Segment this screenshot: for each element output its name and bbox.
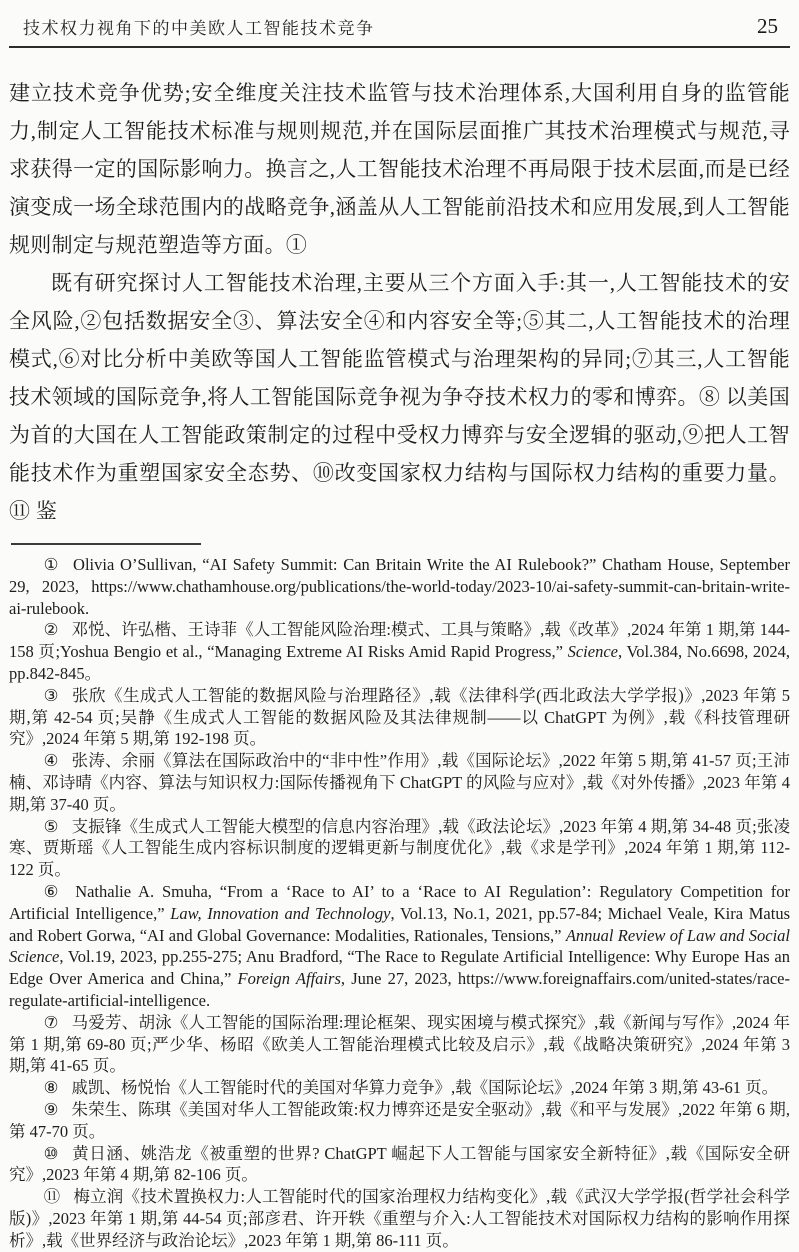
footnote-text: 张欣《生成式人工智能的数据风险与治理路径》,载《法律科学(西北政法大学学报)》,2023 年第 5 期,第 42-54 页;吴静《生成式人工智能的数据风险及其法律规制——以 ChatGPT 为例》,载《科技管理研究》,2024 年第 5 期,第 192-198 页。 [9,685,790,749]
footnote-text: 戚凯、杨悦怡《人工智能时代的美国对华算力竞争》,载《国际论坛》,2024 年第 3 期,第 43-61 页。 [71,1078,779,1098]
footnote-marker: ② [43,620,59,640]
footnote [9,750,790,815]
footnote [9,554,790,619]
footnote-marker: ⑥ [43,881,63,901]
footnote-marker: ⑨ [43,1099,59,1119]
footnote-text: 邓悦、许弘楷、王诗菲《人工智能风险治理:模式、工具与策略》,载《改革》,2024 年第 1 期,第 144-158 页;Yoshua Bengio et al., “Managing Extreme AI Risks Amid Rapid Progress,” [9,620,790,662]
page-number: 25 [757,14,778,38]
footnote [9,881,790,1012]
footnote-marker: ③ [43,685,59,705]
footnote-text: 黄日涵、姚浩龙《被重塑的世界? ChatGPT 崛起下人工智能与国家安全新特征》,载《国际安全研究》,2023 年第 4 期,第 82-106 页。 [9,1143,790,1185]
footnote-text: , June 27, 2023, https://www.foreignaffairs.com/united-states/race-regulate-artificial-intelligence. [9,969,790,1010]
footnote [9,1099,790,1143]
footnote [9,685,790,750]
footnote-marker: ⑩ [43,1143,60,1163]
footnote-text: 马爱芳、胡泳《人工智能的国际治理:理论框架、现实困境与模式探究》,载《新闻与写作》,2024 年第 1 期,第 69-80 页;严少华、杨昭《欧美人工智能治理模式比较及启示》,载《战略决策研究》,2024 年第 3 期,第 41-65 页。 [9,1012,790,1076]
footnote-text: , Vol.384, No.6698, 2024, pp.842-845。 [9,642,790,683]
footnote-journal-title: Law, Innovation and Technology [170,903,391,923]
body-text [9,74,790,530]
footnote-text: Nathalie A. Smuha, “From a ‘Race to AI’ to a ‘Race to AI Regulation’: Regulatory Competition for Artificial Intelligence,” [9,881,790,923]
page-header [9,14,790,39]
footnote [9,816,790,881]
footnote-marker: ⑪ [43,1187,61,1207]
body-paragraph: 既有研究探讨人工智能技术治理,主要从三个方面入手:其一,人工智能技术的安全风险,②包括数据安全③、算法安全④和内容安全等;⑤其二,人工智能技术的治理模式,⑥对比分析中美欧等国人工智能监管模式与治理架构的异同;⑦其三,人工智能技术领域的国际竞争,将人工智能国际竞争视为争夺技术权力的零和博弈。⑧ 以美国为首的大国在人工智能政策制定的过程中受权力博弈与安全逻辑的驱动,⑨把人工智能技术作为重塑国家安全态势、⑩改变国家权力结构与国际权力结构的重要力量。⑪ 鉴 [9,271,790,523]
footnote-journal-title: Foreign Affairs [237,969,341,989]
body-paragraph: 建立技术竞争优势;安全维度关注技术监管与技术治理体系,大国利用自身的监管能力,制定人工智能技术标准与规则规范,并在国际层面推广其技术治理模式与规范,寻求获得一定的国际影响力。换言之,人工智能技术治理不再局限于技术层面,而是已经演变成一场全球范围内的战略竞争,涵盖从人工智能前沿技术和应用发展,到人工智能规则制定与规范塑造等方面。① [9,81,790,257]
footnote-text: , Vol.19, 2023, pp.255-275; Anu Bradford, “The Race to Regulate Artificial Intelligence: Why Europe Has an Edge Over America and China,” [9,947,790,989]
footnote-text: Olivia O’Sullivan, “AI Safety Summit: Can Britain Write the AI Rulebook?” Chatham House, September 29, 2023, https://www.chathamhouse.org/publications/the-world-today/2023-10/ai-safety-summit-can-britain-write-ai-rulebook. [9,555,790,618]
footnote-journal-title: Science [567,642,618,662]
footnote-marker: ⑤ [43,816,59,836]
footnote-text: 支振锋《生成式人工智能大模型的信息内容治理》,载《政法论坛》,2023 年第 4 期,第 34-48 页;张凌寒、贾斯瑶《人工智能生成内容标识制度的逻辑更新与制度优化》,载《求是学刊》,2024 年第 1 期,第 112-122 页。 [9,816,790,880]
footnote [9,1012,790,1077]
footnote [9,619,790,684]
running-title: 技术权力视角下的中美欧人工智能技术竞争 [23,19,375,38]
footnotes [9,554,790,1252]
footnote [9,1186,790,1251]
footnote-marker: ⑦ [43,1012,59,1032]
footnote [9,1143,790,1187]
header-rule [9,46,790,48]
footnote-marker: ④ [43,751,59,771]
footnote-marker: ① [43,555,61,574]
footnote-text: , Vol.13, No.1, 2021, pp.57-84; Michael Veale, Kira Matus and Robert Gorwa, “AI and Global Governance: Modalities, Rationales, Tensions,” [9,903,790,945]
footnote-text: 朱荣生、陈琪《美国对华人工智能政策:权力博弈还是安全驱动》,载《和平与发展》,2022 年第 6 期,第 47-70 页。 [9,1099,791,1141]
footnote-marker: ⑧ [43,1078,59,1098]
footnote-text: 张涛、余丽《算法在国际政治中的“非中性”作用》,载《国际论坛》,2022 年第 5 期,第 41-57 页;王沛楠、邓诗晴《内容、算法与知识权力:国际传播视角下 ChatGPT 的风险与应对》,载《对外传播》,2023 年第 4 期,第 37-40 页。 [9,751,790,814]
footnote-text: 梅立润《技术置换权力:人工智能时代的国家治理权力结构变化》,载《武汉大学学报(哲学社会科学版)》,2023 年第 1 期,第 44-54 页;部彦君、许开轶《重塑与介入:人工智能技术对国际权力结构的影响作用探析》,载《世界经济与政治论坛》,2023 年第 1 期,第 86-111 页。 [9,1187,790,1250]
footnote [9,1077,790,1099]
footnote-separator [11,543,201,545]
footnote-journal-title: Annual Review of Law and Social Science [9,925,790,967]
